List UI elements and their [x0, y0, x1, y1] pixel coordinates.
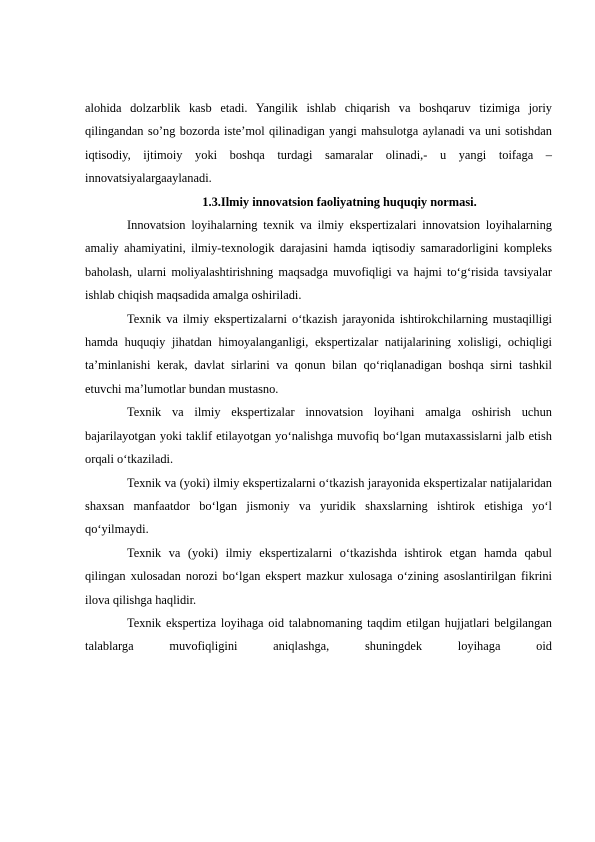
body-paragraph-2: Texnik va ilmiy ekspertizalarni o‘tkazish jarayonida ishtirokchilarning mustaqilligi hamda huquqiy jihatdan himoyalanganligi, ekspertizalar natijalarining xolisligi, ochiqligi ta’minlanishi kerak, davlat sirlarini va qonun bilan qo‘riqlanadigan boshqa sirni tashkil etuvchi ma’lumotlar bundan mustasno. [85, 311, 552, 396]
body-paragraph-5: Texnik va (yoki) ilmiy ekspertizalarni o‘tkazishda ishtirok etgan hamda qabul qilingan xulosadan norozi bo‘lgan ekspert mazkur xulosaga o‘zining asoslantirilgan fikrini ilova qilishga haqlidir. [85, 545, 552, 607]
intro-paragraph: alohida dolzarblik kasb etadi. Yangilik ishlab chiqarish va boshqaruv tizimiga joriy qilingandan so’ng bozorda iste’mol qilinadigan yangi mahsulotga aylanadi va uni sotishdan iqtisodiy, ijtimoiy yoki boshqa turdagi samaralar olinadi,- u yangi toifaga –innovatsiyalargaaylanadi. [85, 101, 552, 186]
document-page [85, 97, 552, 659]
body-paragraph-6: Texnik ekspertiza loyihaga oid talabnomaning taqdim etilgan hujjatlari belgilangan talablarga muvofiqligini aniqlashga, shuningdek loyihaga oid [85, 615, 552, 654]
section-heading: 1.3.Ilmiy innovatsion faoliyatning huquqiy normasi. [202, 194, 477, 209]
body-paragraph-4: Texnik va (yoki) ilmiy ekspertizalarni o‘tkazish jarayonida ekspertizalar natijalaridan shaxsan manfaatdor bo‘lgan jismoniy va yuridik shaxslarning ishtirok etishiga yo‘l qo‘yilmaydi. [85, 475, 552, 537]
body-paragraph-3: Texnik va ilmiy ekspertizalar innovatsion loyihani amalga oshirish uchun bajarilayotgan yoki taklif etilayotgan yo‘nalishga muvofiq bo‘lgan mutaxassislarni jalb etish orqali o‘tkaziladi. [85, 405, 552, 467]
body-paragraph-1: Innovatsion loyihalarning texnik va ilmiy ekspertizalari innovatsion loyihalarning amaliy ahamiyatini, ilmiy-texnologik darajasini hamda iqtisodiy samaradorligini kompleks baholash, ularni moliyalashtirishning maqsadga muvofiqligi va hajmi to‘g‘risida tavsiyalar ishlab chiqish maqsadida amalga oshiriladi. [85, 218, 552, 303]
